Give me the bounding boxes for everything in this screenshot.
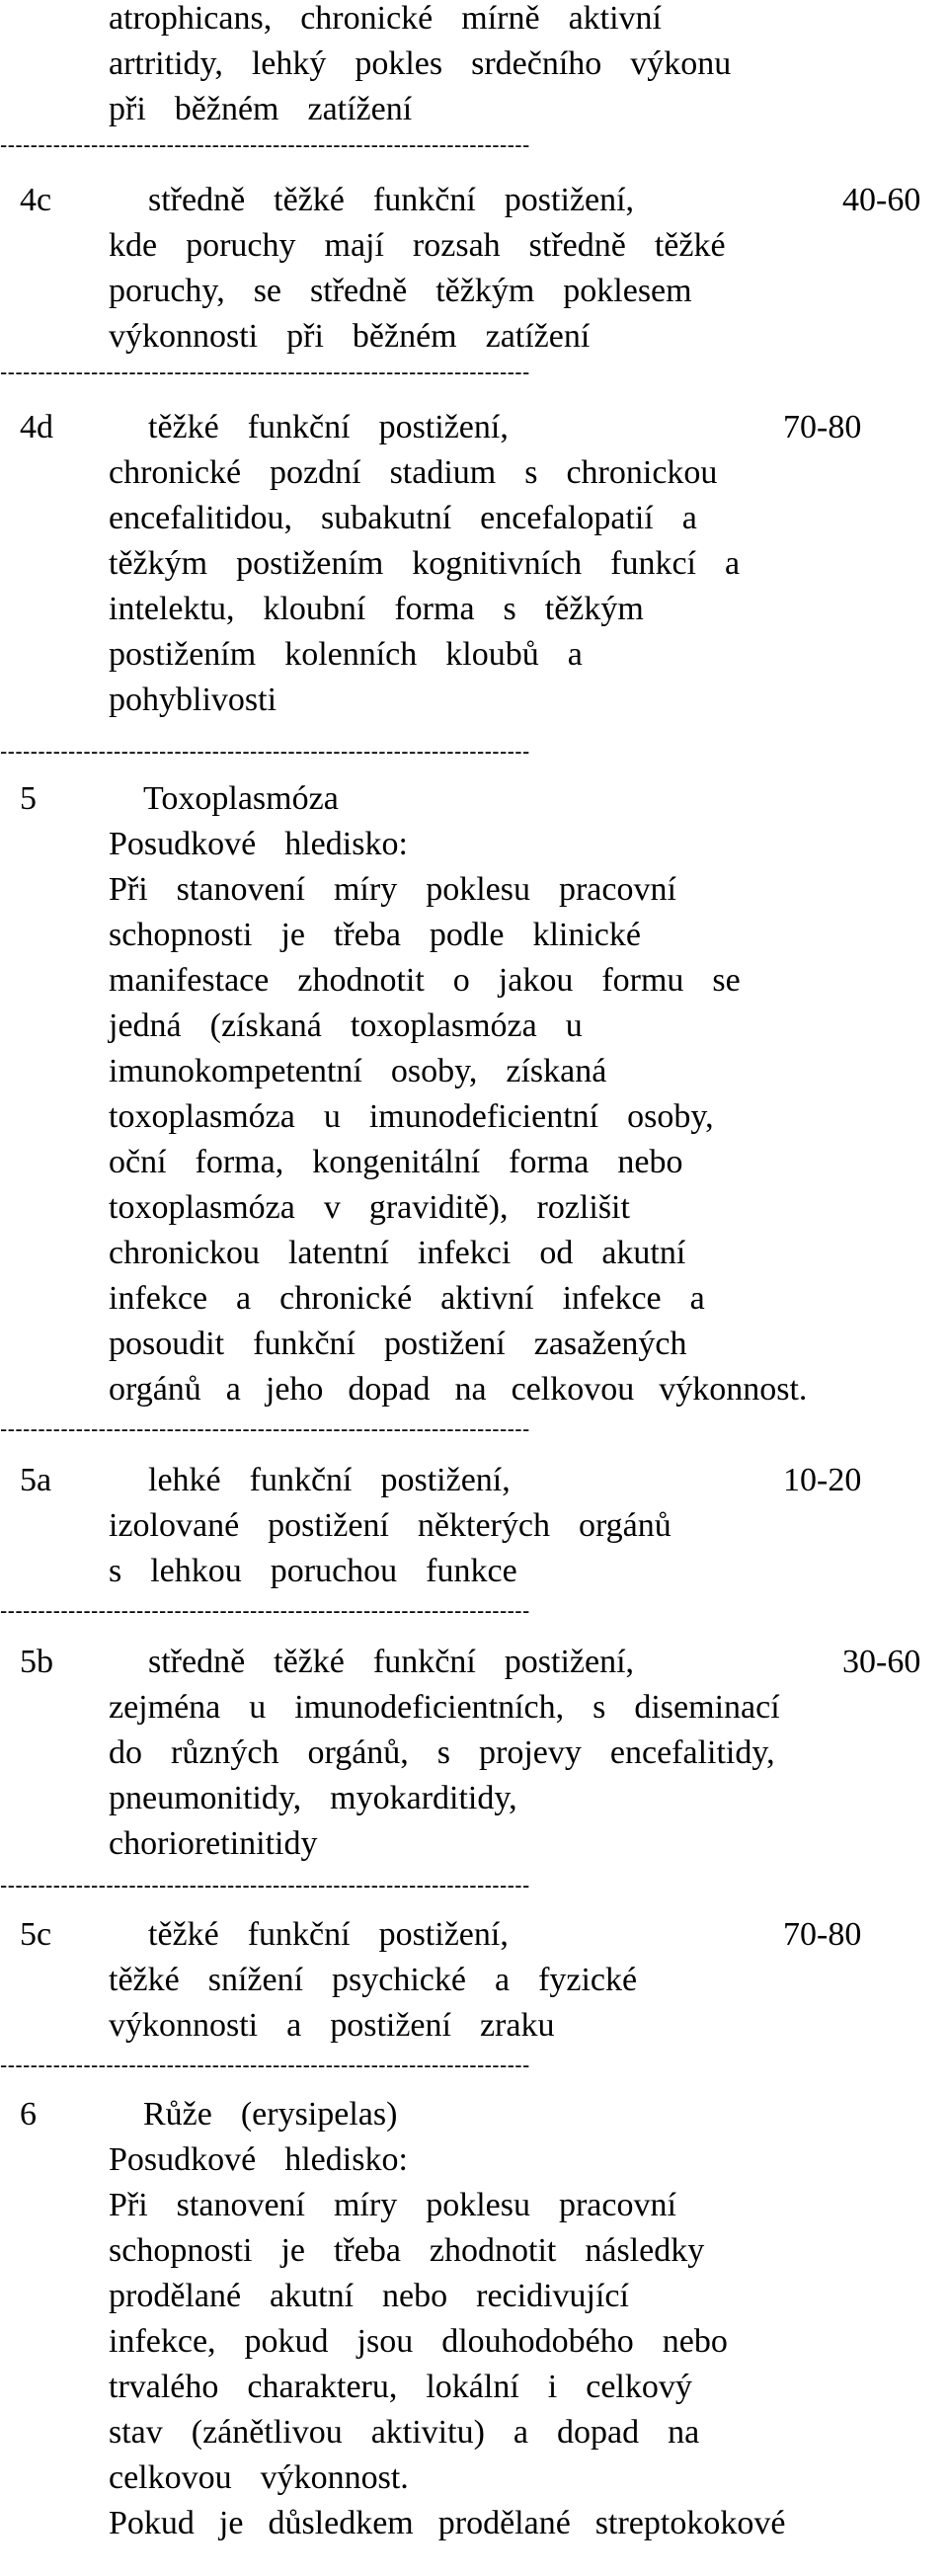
item-text-line: pohyblivosti bbox=[109, 682, 277, 718]
separator-line: ---------------------------------------------------------------------- bbox=[0, 1598, 530, 1623]
continuation-line: při běžném zatížení bbox=[109, 91, 413, 127]
item-text-line: postižením kolenních kloubů a bbox=[109, 636, 583, 673]
item-title: těžké funkční postižení, bbox=[148, 1916, 509, 1953]
item-text-line: infekce, pokud jsou dlouhodobého nebo bbox=[109, 2323, 728, 2360]
item-text-line: poruchy, se středně těžkým poklesem bbox=[109, 273, 692, 309]
assessment-heading: Posudkové hledisko: bbox=[109, 826, 408, 862]
item-text-line: encefalitidou, subakutní encefalopatií a bbox=[109, 500, 697, 536]
item-text-line: Při stanovení míry poklesu pracovní bbox=[109, 2187, 676, 2223]
item-text-line: toxoplasmóza u imunodeficientní osoby, bbox=[109, 1098, 714, 1135]
item-code: 6 bbox=[20, 2096, 37, 2133]
item-text-line: Při stanovení míry poklesu pracovní bbox=[109, 871, 676, 908]
item-text-line: stav (zánětlivou aktivitu) a dopad na bbox=[109, 2414, 700, 2451]
separator-line: ---------------------------------------------------------------------- bbox=[0, 360, 530, 384]
item-text-line: prodělané akutní nebo recidivující bbox=[109, 2278, 629, 2314]
item-text-line: manifestace zhodnotit o jakou formu se bbox=[109, 962, 741, 999]
assessment-heading: Posudkové hledisko: bbox=[109, 2141, 408, 2178]
item-text-line: těžké snížení psychické a fyzické bbox=[109, 1962, 638, 1998]
separator-line: ---------------------------------------------------------------------- bbox=[0, 739, 530, 764]
item-text-line: těžkým postižením kognitivních funkcí a bbox=[109, 545, 741, 582]
item-percent-range: 70-80 bbox=[783, 1916, 862, 1953]
item-code: 4d bbox=[20, 409, 53, 445]
item-title: Růže (erysipelas) bbox=[143, 2096, 398, 2133]
item-text-line: toxoplasmóza v graviditě), rozlišit bbox=[109, 1189, 630, 1226]
item-code: 5c bbox=[20, 1916, 52, 1953]
item-text-line: orgánů a jeho dopad na celkovou výkonnost. bbox=[109, 1371, 808, 1408]
item-text-line: intelektu, kloubní forma s těžkým bbox=[109, 591, 644, 627]
item-text-line: posoudit funkční postižení zasažených bbox=[109, 1326, 687, 1362]
item-text-line: zejména u imunodeficientních, s diseminací bbox=[109, 1689, 780, 1726]
item-text-line: výkonnosti při běžném zatížení bbox=[109, 318, 591, 355]
item-code: 5b bbox=[20, 1644, 53, 1680]
item-text-line: izolované postižení některých orgánů bbox=[109, 1507, 672, 1544]
item-text-line: do různých orgánů, s projevy encefalitidy, bbox=[109, 1734, 775, 1771]
item-text-line: trvalého charakteru, lokální i celkový bbox=[109, 2369, 692, 2405]
item-title: středně těžké funkční postižení, bbox=[148, 1644, 635, 1680]
item-text-line: chronické pozdní stadium s chronickou bbox=[109, 454, 718, 491]
item-text-line: schopnosti je třeba zhodnotit následky bbox=[109, 2232, 705, 2269]
continuation-line: artritidy, lehký pokles srdečního výkonu bbox=[109, 45, 732, 82]
item-text-line: kde poruchy mají rozsah středně těžké bbox=[109, 227, 726, 264]
separator-line: ---------------------------------------------------------------------- bbox=[0, 132, 530, 157]
item-percent-range: 40-60 bbox=[842, 182, 921, 218]
item-code: 5a bbox=[20, 1462, 52, 1498]
item-title: Toxoplasmóza bbox=[143, 780, 339, 817]
item-text-line: jedná (získaná toxoplasmóza u bbox=[109, 1007, 583, 1044]
separator-line: ---------------------------------------------------------------------- bbox=[0, 1873, 530, 1897]
item-code: 4c bbox=[20, 182, 52, 218]
item-code: 5 bbox=[20, 780, 37, 817]
item-text-line: Pokud je důsledkem prodělané streptokokové bbox=[109, 2505, 786, 2541]
item-text-line: imunokompetentní osoby, získaná bbox=[109, 1053, 607, 1089]
item-percent-range: 30-60 bbox=[842, 1644, 921, 1680]
item-text-line: celkovou výkonnost. bbox=[109, 2459, 409, 2496]
continuation-line: atrophicans, chronické mírně aktivní bbox=[109, 0, 662, 37]
item-title: lehké funkční postižení, bbox=[148, 1462, 511, 1498]
item-title: středně těžké funkční postižení, bbox=[148, 182, 635, 218]
separator-line: ---------------------------------------------------------------------- bbox=[0, 2053, 530, 2077]
item-text-line: pneumonitidy, myokarditidy, bbox=[109, 1780, 517, 1816]
item-percent-range: 10-20 bbox=[783, 1462, 862, 1498]
item-text-line: výkonnosti a postižení zraku bbox=[109, 2007, 555, 2044]
item-text-line: chronickou latentní infekci od akutní bbox=[109, 1235, 686, 1271]
item-text-line: chorioretinitidy bbox=[109, 1825, 318, 1862]
separator-line: ---------------------------------------------------------------------- bbox=[0, 1416, 530, 1441]
item-percent-range: 70-80 bbox=[783, 409, 862, 445]
item-text-line: oční forma, kongenitální forma nebo bbox=[109, 1144, 683, 1180]
item-text-line: s lehkou poruchou funkce bbox=[109, 1553, 517, 1589]
item-text-line: schopnosti je třeba podle klinické bbox=[109, 917, 641, 953]
item-title: těžké funkční postižení, bbox=[148, 409, 509, 445]
item-text-line: infekce a chronické aktivní infekce a bbox=[109, 1280, 705, 1317]
